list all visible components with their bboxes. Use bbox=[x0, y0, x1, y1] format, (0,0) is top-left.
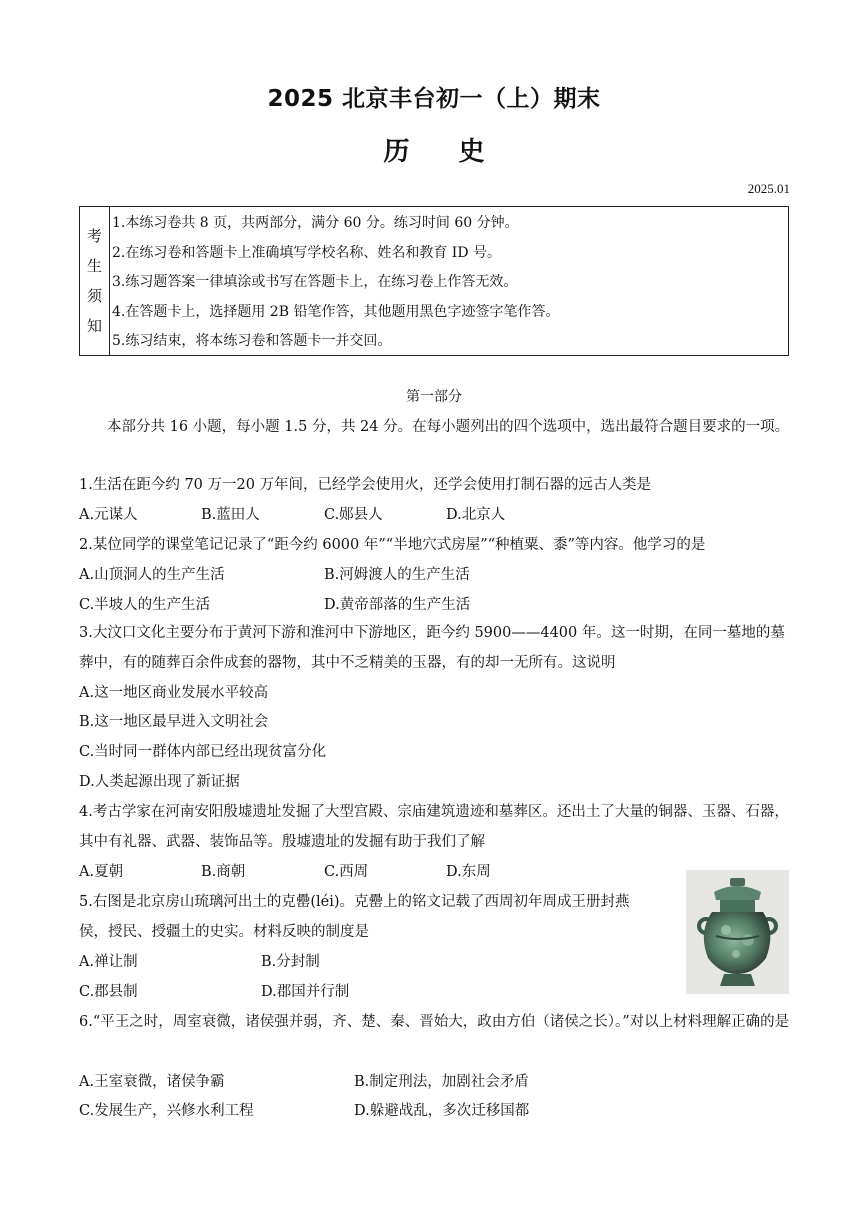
exam-notice-box bbox=[79, 206, 789, 356]
question-1-options bbox=[79, 500, 791, 530]
option-c: C.当时同一群体内部已经出现贫富分化 bbox=[79, 744, 327, 760]
option-a: A.元谋人 bbox=[79, 507, 138, 523]
option-d: D.黄帝部落的生产生活 bbox=[324, 597, 471, 613]
option-d: D.人类起源出现了新证据 bbox=[79, 774, 240, 790]
option-d: D.东周 bbox=[446, 864, 491, 880]
notice-heading bbox=[80, 207, 110, 355]
option-a: A.夏朝 bbox=[79, 864, 124, 880]
question-3-stem: 3.大汶口文化主要分布于黄河下游和淮河中下游地区，距今约 5900——4400 年。这一时期，在同一墓地的墓葬中，有的随葬百余件成套的器物，其中不乏精美的玉器，有的却一无所有。这说明 bbox=[79, 625, 785, 671]
question-5-stem-line1: 5.右图是北京房山琉璃河出土的克罍(léi)。克罍上的铭文记载了西周初年周成王册封燕 bbox=[79, 894, 630, 910]
question-6-options-row2 bbox=[79, 1096, 791, 1126]
question-5-options-row1 bbox=[79, 947, 679, 977]
option-a: A.王室衰微，诸侯争霸 bbox=[79, 1074, 225, 1090]
option-b: B.制定刑法，加剧社会矛盾 bbox=[354, 1074, 529, 1090]
question-2-options-row1 bbox=[79, 560, 791, 590]
notice-heading-char: 生 bbox=[86, 257, 102, 275]
option-c: C.发展生产，兴修水利工程 bbox=[79, 1103, 254, 1119]
question-5-options-row2 bbox=[79, 977, 679, 1007]
notice-list bbox=[112, 209, 784, 357]
option-b: B.商朝 bbox=[201, 864, 246, 880]
question-4-options bbox=[79, 857, 791, 887]
part-one-instructions: 本部分共 16 小题，每小题 1.5 分，共 24 分。在每小题列出的四个选项中，选出最符合题目要求的一项。 bbox=[107, 419, 790, 435]
option-b: B.这一地区最早进入文明社会 bbox=[79, 714, 269, 730]
notice-heading-char: 须 bbox=[86, 287, 102, 305]
option-d: D.郡国并行制 bbox=[261, 984, 350, 1000]
option-a: A.山顶洞人的生产生活 bbox=[79, 567, 225, 583]
bronze-lei-vessel-image bbox=[686, 870, 789, 994]
notice-item: 4.在答题卡上，选择题用 2B 铅笔作答，其他题用黑色字迹签字笔作答。 bbox=[112, 303, 560, 320]
option-b: B.蓝田人 bbox=[201, 507, 260, 523]
notice-item: 1.本练习卷共 8 页，共两部分，满分 60 分。练习时间 60 分钟。 bbox=[112, 215, 519, 231]
option-c: C.西周 bbox=[324, 864, 369, 880]
option-d: D.北京人 bbox=[446, 507, 506, 523]
exam-date: 2025.01 bbox=[747, 181, 790, 196]
bronze-vessel-illustration bbox=[686, 870, 789, 994]
question-2-options-row2 bbox=[79, 590, 791, 620]
notice-heading-char: 考 bbox=[86, 227, 102, 245]
question-6-stem: 6.“平王之时，周室衰微，诸侯强并弱，齐、楚、秦、晋始大，政由方伯（诸侯之长）。”对以上材料理解正确的是 bbox=[79, 1014, 790, 1030]
option-c: C.半坡人的生产生活 bbox=[79, 597, 211, 613]
notice-item: 3.练习题答案一律填涂或书写在答题卡上，在练习卷上作答无效。 bbox=[112, 274, 518, 290]
option-c: C.郧县人 bbox=[324, 507, 383, 523]
part-one-title: 第一部分 bbox=[406, 389, 462, 405]
option-c: C.郡县制 bbox=[79, 984, 138, 1000]
notice-item: 2.在练习卷和答题卡上准确填写学校名称、姓名和教育 ID 号。 bbox=[112, 244, 502, 261]
option-b: B.分封制 bbox=[261, 954, 320, 970]
page-title: 2025 北京丰台初一（上）期末 bbox=[267, 86, 601, 112]
question-6-options-row1 bbox=[79, 1067, 791, 1097]
option-a: A.这一地区商业发展水平较高 bbox=[79, 685, 269, 701]
option-d: D.躲避战乱，多次迁移国都 bbox=[354, 1103, 530, 1119]
question-4-stem: 4.考古学家在河南安阳殷墟遗址发掘了大型宫殿、宗庙建筑遗迹和墓葬区。还出土了大量的铜器、玉器、石器，其中有礼器、武器、装饰品等。殷墟遗址的发掘有助于我们了解 bbox=[79, 804, 789, 850]
notice-heading-char: 知 bbox=[86, 317, 102, 335]
option-a: A.禅让制 bbox=[79, 954, 138, 970]
question-2-stem: 2.某位同学的课堂笔记记录了“距今约 6000 年”“半地穴式房屋”“种植粟、黍”等内容。他学习的是 bbox=[79, 537, 706, 553]
question-5-stem-line2: 侯，授民、授疆土的史实。材料反映的制度是 bbox=[79, 924, 369, 940]
option-b: B.河姆渡人的生产生活 bbox=[324, 567, 470, 583]
notice-item: 5.练习结束，将本练习卷和答题卡一并交回。 bbox=[112, 333, 392, 349]
question-1-stem: 1.生活在距今约 70 万一20 万年间，已经学会使用火，还学会使用打制石器的远古人类是 bbox=[79, 477, 652, 493]
subject-title: 历 史 bbox=[383, 137, 485, 167]
